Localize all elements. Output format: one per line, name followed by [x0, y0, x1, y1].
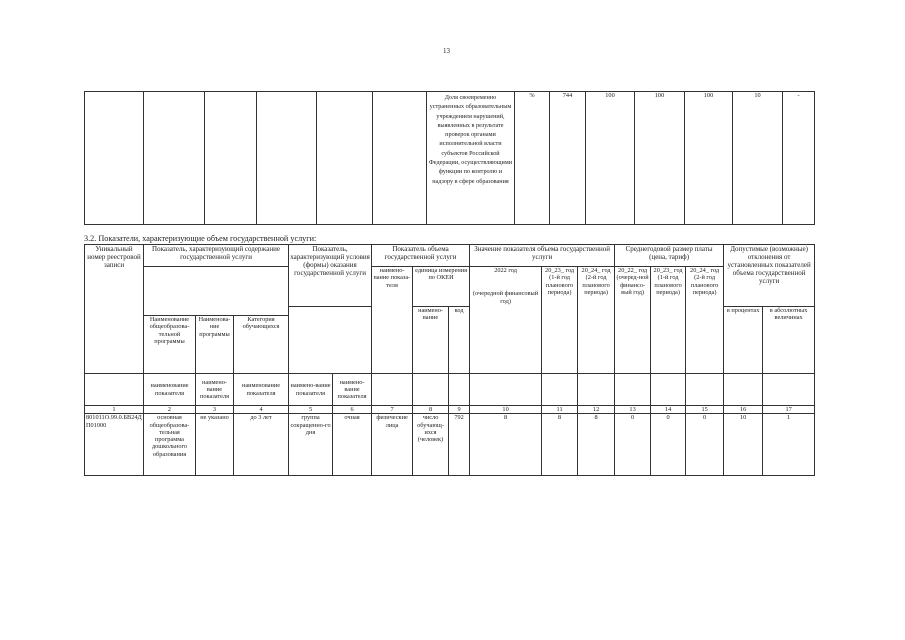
quality-value-2023: 100 [635, 92, 685, 225]
volume-indicator-table [84, 244, 815, 476]
header-condition-blank [289, 307, 372, 374]
column-number: 7 [372, 406, 413, 414]
fee-2023-label: 20_23_ год [653, 267, 683, 274]
section-title: 3.2. Показатели, характеризующие объем государственной услуги: [84, 234, 317, 243]
header-unit-name: наимено-вание [413, 307, 449, 374]
column-number: 17 [763, 406, 815, 414]
header-program-name: Наименование общеобразова-тельной программы [144, 316, 196, 374]
cell-unit-code: 792 [449, 414, 470, 476]
quality-okei-code: 744 [550, 92, 586, 225]
year-2024-note: (2-й год планового периода) [582, 274, 610, 296]
column-number: 13 [615, 406, 651, 414]
cell-indicator: физические лица [372, 414, 413, 476]
header-program-name2: Наименова-ние программы [196, 316, 234, 374]
header-condition-indicator: Показатель, характеризующий условия (формы) оказания государственной услуги [289, 245, 372, 307]
header-deviation-group: Допустимые (возможные) отклонения от установленных показателей объема государственной услуги [724, 245, 815, 307]
header-content-indicator: Показатель, характеризующий содержание государственной услуги [144, 245, 289, 267]
empty-cell [373, 92, 427, 225]
quality-unit: % [515, 92, 550, 225]
sub-blank-10 [470, 374, 542, 406]
column-number: 9 [449, 406, 470, 414]
sub-name-4: наимено-вание показателя [289, 374, 333, 406]
sub-blank-12 [578, 374, 615, 406]
sub-blank-14 [651, 374, 686, 406]
header-registry-number: Уникальный номер реестровой записи [85, 245, 144, 374]
header-year-2023 [542, 267, 578, 374]
sub-name-2: наимено-вание показателя [196, 374, 234, 406]
year-2022-label: 2022 год [494, 267, 517, 274]
cell-value-2023: 8 [542, 414, 578, 476]
header-unit-okei: единица измерения по ОКЕИ [413, 267, 470, 307]
empty-cell [257, 92, 317, 225]
quality-deviation-percent: 10 [733, 92, 783, 225]
cell-condition2: очная [333, 414, 372, 476]
sub-blank-1 [85, 374, 144, 406]
column-number: 12 [578, 406, 615, 414]
cell-deviation-percent: 10 [724, 414, 763, 476]
column-number: 5 [289, 406, 333, 414]
column-number: 2 [144, 406, 196, 414]
quality-value-2024: 100 [685, 92, 733, 225]
year-2024-label: 20_24_ год [581, 267, 611, 274]
header-fee-group: Среднегодовой размер платы (цена, тариф) [615, 245, 724, 267]
column-number: 10 [470, 406, 542, 414]
cell-fee-2023: 0 [651, 414, 686, 476]
column-number: 16 [724, 406, 763, 414]
header-year-2022 [470, 267, 542, 374]
header-fee-2024 [686, 267, 724, 374]
header-content-blank [144, 267, 289, 316]
column-number: 3 [196, 406, 234, 414]
empty-cell [317, 92, 373, 225]
header-student-category: Категория обучающихся [234, 316, 289, 374]
empty-cell [144, 92, 205, 225]
fee-2024-label: 20_24_ год [690, 267, 720, 274]
column-number: 6 [333, 406, 372, 414]
cell-value-2024: 8 [578, 414, 615, 476]
fee-2022-note: (очеред-ной финансо-вый год) [616, 274, 649, 296]
cell-condition1: группа сокращенно-го дня [289, 414, 333, 476]
fee-2024-note: (2-й год планового периода) [690, 274, 719, 296]
quality-indicator-name: Доля своевременно устраненных образовательным учреждением нарушений, выявленных в результате проверок органами исполнительной власти субъектов Российской Федерации, осуществляющими функции по контролю и надзору в сфере образования [427, 92, 515, 225]
header-indicator-name: наимено-вание показа-теля [372, 267, 413, 374]
column-number: 14 [651, 406, 686, 414]
cell-value-2022: 8 [470, 414, 542, 476]
year-2023-note: (1-й год планового периода) [545, 274, 574, 296]
header-year-2024 [578, 267, 615, 374]
cell-category: до 3 лет [234, 414, 289, 476]
header-fee-2022 [615, 267, 651, 374]
cell-program2: не указано [196, 414, 234, 476]
sub-blank-16 [724, 374, 763, 406]
cell-unit-name: число обучающ-ихся (человек) [413, 414, 449, 476]
sub-name-1: наименование показателя [144, 374, 196, 406]
year-2022-note: (очередной финансовый год) [473, 290, 539, 305]
sub-blank-17 [763, 374, 815, 406]
header-value-group: Значение показателя объема государственной услуги [470, 245, 615, 267]
empty-cell [85, 92, 144, 225]
cell-deviation-absolute: 1 [763, 414, 815, 476]
header-unit-code: код [449, 307, 470, 374]
column-number: 8 [413, 406, 449, 414]
sub-blank-13 [615, 374, 651, 406]
page-number: 13 [443, 47, 450, 55]
sub-blank-11 [542, 374, 578, 406]
sub-blank-8 [413, 374, 449, 406]
empty-cell [205, 92, 257, 225]
sub-name-5: наимено-вание показателя [333, 374, 372, 406]
quality-indicator-table [84, 91, 815, 225]
header-fee-2023 [651, 267, 686, 374]
sub-blank-9 [449, 374, 470, 406]
sub-blank-7 [372, 374, 413, 406]
quality-value-2022: 100 [586, 92, 635, 225]
table-row [85, 414, 815, 476]
cell-fee-2024: 0 [686, 414, 724, 476]
header-volume-indicator: Показатель объема государственной услуги [372, 245, 470, 267]
sub-blank-15 [686, 374, 724, 406]
fee-2023-note: (1-й год планового периода) [654, 274, 682, 296]
column-number: 15 [686, 406, 724, 414]
cell-registry: 801011О.99.0.БВ24ДП01000 [85, 414, 144, 476]
cell-fee-2022: 0 [615, 414, 651, 476]
header-in-absolute: в абсолютных величинах [763, 307, 815, 374]
quality-deviation-absolute: - [783, 92, 815, 225]
column-number: 1 [85, 406, 144, 414]
column-number: 4 [234, 406, 289, 414]
cell-program: основная общеобразова-тельная программа дошкольного образования [144, 414, 196, 476]
header-in-percent: в процентах [724, 307, 763, 374]
column-number: 11 [542, 406, 578, 414]
sub-name-3: наименование показателя [234, 374, 289, 406]
fee-2022-label: 20_22_ год [618, 267, 648, 274]
year-2023-label: 20_23_ год [545, 267, 575, 274]
